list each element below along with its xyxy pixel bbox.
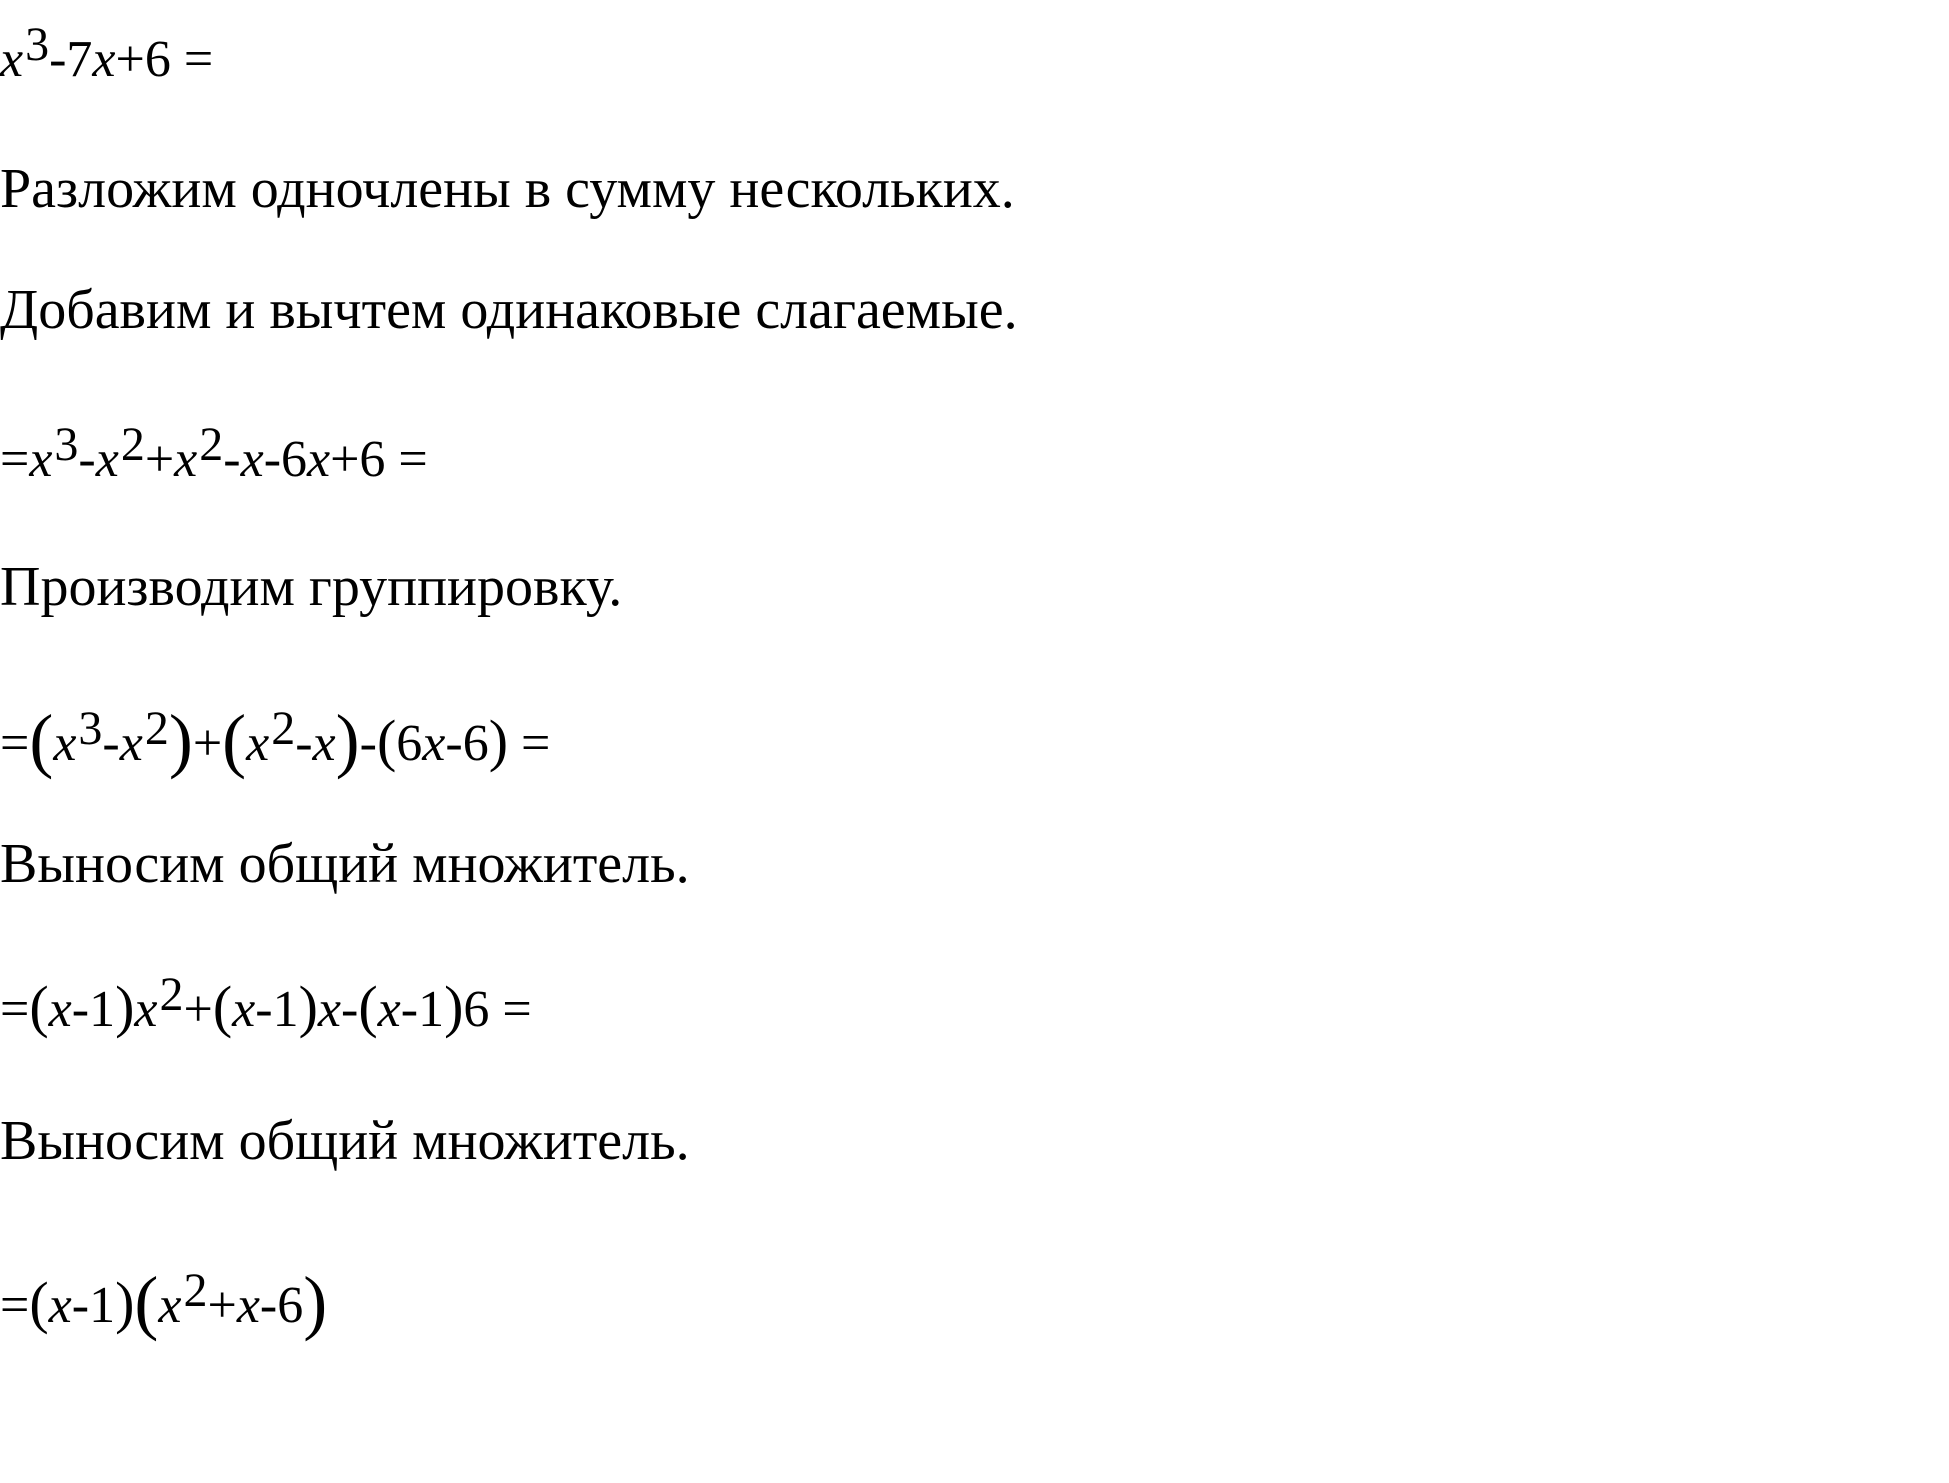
formula-step-1: $x^3-7x+6$ = (0, 18, 214, 88)
explanation-step-1: Разложим одночлены в сумму нескольких. (0, 158, 1015, 220)
formula-step-3: $=(x^3-x^2)+(x^2-x)-(6x-6)$ = (0, 700, 551, 780)
explanation-step-5: Выносим общий множитель. (0, 1110, 690, 1172)
explanation-step-4: Выносим общий множитель. (0, 833, 690, 895)
formula-step-2: $=x^3-x^2+x^2-x-6x+6$ = (0, 418, 428, 488)
formula-step-4: $=(x-1)x^2+(x-1)x-(x-1)6$ = (0, 968, 532, 1039)
explanation-step-3: Производим группировку. (0, 556, 623, 618)
explanation-step-2: Добавим и вычтем одинаковые слагаемые. (0, 279, 1018, 341)
formula-step-5: $=(x-1)(x^2+x-6)$ (0, 1262, 328, 1342)
